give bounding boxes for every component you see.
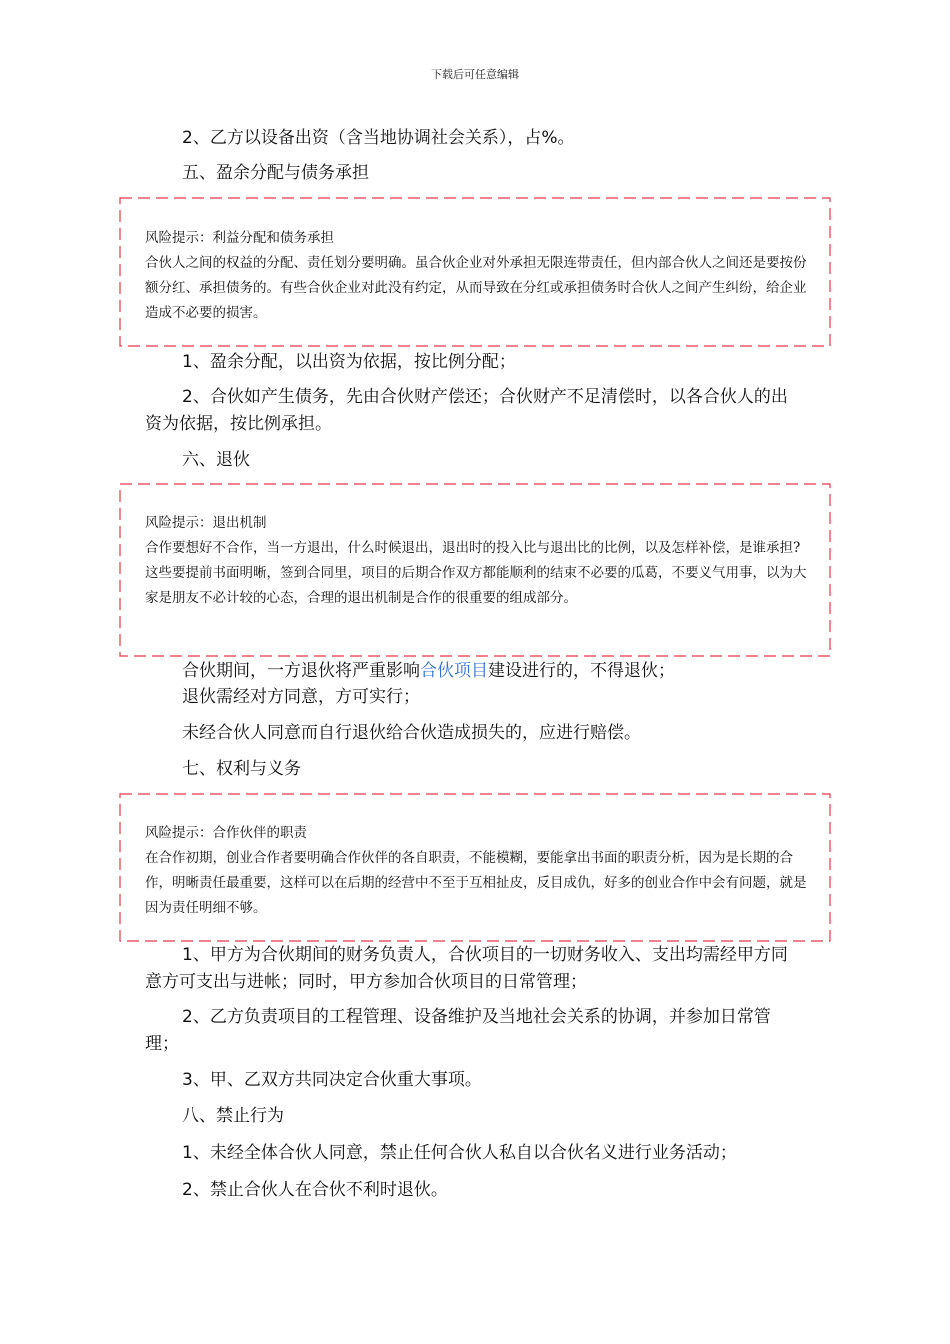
- section-heading-7: 七、权利与义务: [182, 759, 301, 779]
- contribution-clause: 2、乙方以设备出资（含当地协调社会关系），占%。: [182, 128, 575, 148]
- debt-clause: 2、合伙如产生债务，先由合伙财产偿还；合伙财产不足清偿时，以各合伙人的出资为依据，按比例承担。: [145, 387, 788, 434]
- risk-note-body: 合作要想好不合作，当一方退出，什么时候退出，退出时的投入比与退出比的比例，以及怎样补偿，是谁承担?这些要提前书面明晰，签到合同里，项目的后期合作双方都能顺利的结束不必要的瓜葛，不要义气用事，以为大家是朋友不必计较的心态，合理的退出机制是合作的很重要的组成部分。: [145, 540, 807, 606]
- clause-text: 合伙期间，一方退伙将严重影响: [182, 661, 420, 681]
- risk-note-title: 风险提示：合作伙伴的职责: [145, 825, 307, 841]
- withdrawal-clause: [182, 658, 832, 685]
- surplus-clause: 1、盈余分配，以出资为依据，按比例分配；: [182, 352, 516, 372]
- prohibition-clause-2: 2、禁止合伙人在合伙不利时退伙。: [182, 1180, 448, 1200]
- page-header: 下载后可任意编辑: [431, 68, 519, 81]
- prohibition-clause-1: 1、未经全体合伙人同意，禁止任何合伙人私自以合伙名义进行业务活动；: [182, 1143, 737, 1163]
- party-b-duty-clause: 2、乙方负责项目的工程管理、设备维护及当地社会关系的协调，并参加日常管理；: [145, 1007, 771, 1054]
- section-heading-8: 八、禁止行为: [182, 1106, 284, 1126]
- risk-note-box: [120, 198, 830, 346]
- party-a-duty-clause: 1、甲方为合伙期间的财务负责人，合伙项目的一切财务收入、支出均需经甲方同意方可支出与进帐；同时，甲方参加合伙项目的日常管理；: [145, 945, 788, 992]
- risk-note-box: [120, 484, 830, 656]
- project-link[interactable]: 合伙项目: [420, 661, 488, 681]
- withdrawal-consent-clause: 退伙需经对方同意，方可实行；: [182, 687, 420, 707]
- risk-note-title: 风险提示：利益分配和债务承担: [145, 230, 334, 246]
- risk-note-title: 风险提示：退出机制: [145, 515, 267, 531]
- risk-note-body: 在合作初期，创业合作者要明确合作伙伴的各自职责，不能模糊，要能拿出书面的职责分析，因为是长期的合作，明晰责任最重要，这样可以在后期的经营中不至于互相扯皮，反目成仇，好多的创业合作中会有问题，就是因为责任明细不够。: [145, 850, 807, 916]
- section-heading-6: 六、退伙: [182, 450, 250, 470]
- risk-note-body: 合伙人之间的权益的分配、责任划分要明确。虽合伙企业对外承担无限连带责任，但内部合伙人之间还是要按份额分红、承担债务的。有些合伙企业对此没有约定，从而导致在分红或承担债务时合伙人之间产生纠纷，给企业造成不必要的损害。: [145, 255, 807, 321]
- section-heading-5: 五、盈余分配与债务承担: [182, 163, 369, 183]
- compensation-clause: 未经合伙人同意而自行退伙给合伙造成损失的，应进行赔偿。: [182, 723, 641, 743]
- joint-decision-clause: 3、甲、乙双方共同决定合伙重大事项。: [182, 1070, 482, 1090]
- risk-note-box: [120, 794, 830, 941]
- clause-text: 建设进行的，不得退伙；: [488, 661, 675, 681]
